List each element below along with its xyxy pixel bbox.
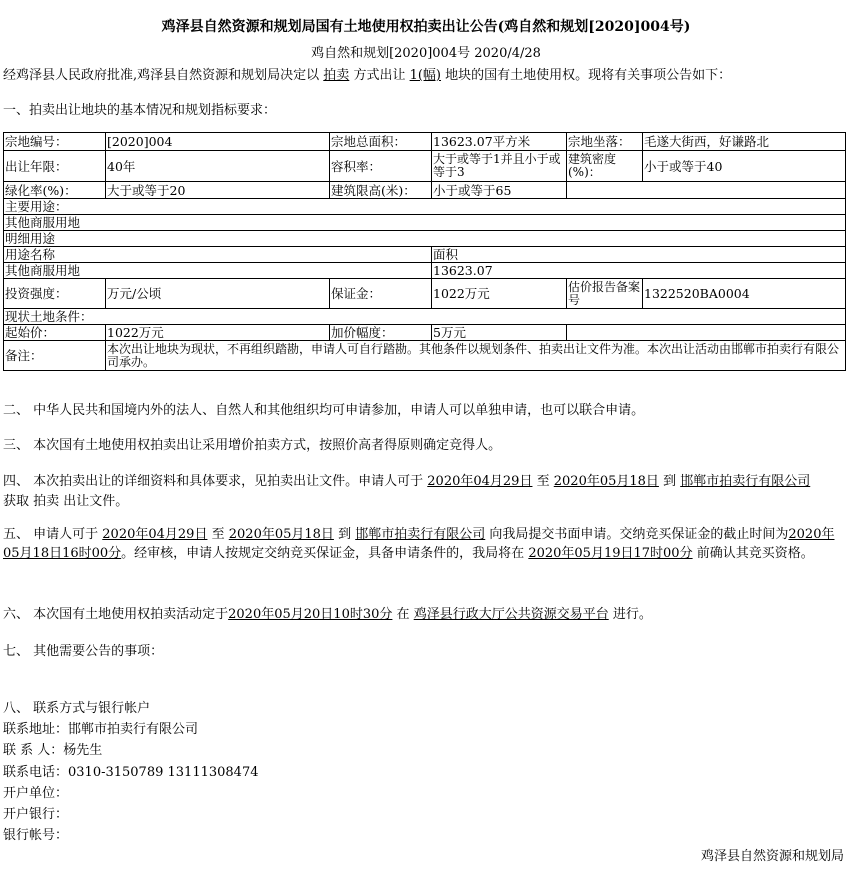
- table-row: 出让年限： 40年 容积率： 大于或等于1并且小于或等于3 建筑密度(%)： 小于或等于40: [4, 151, 846, 182]
- section-2: 二、 中华人民共和国境内外的法人、自然人和其他组织均可申请参加，申请人可以单独申请，也可以联合申请。: [3, 403, 645, 418]
- section-8-heading: 八、 联系方式与银行帐户: [3, 701, 151, 716]
- table-row: 宗地编号： [2020]004 宗地总面积： 13623.07平方米 宗地坐落： 毛遂大街西，好谦路北: [4, 133, 846, 151]
- contact-address: 联系地址：邯郸市拍卖行有限公司: [3, 722, 199, 737]
- table-row: 现状土地条件：: [4, 309, 846, 325]
- table-row: 主要用途：: [4, 199, 846, 215]
- section-7: 七、 其他需要公告的事项：: [3, 644, 164, 659]
- section-1-heading: 一、拍卖出让地块的基本情况和规划指标要求：: [3, 103, 277, 118]
- section-3: 三、 本次国有土地使用权拍卖出让采用增价拍卖方式，按照价高者得原则确定竞得人。: [3, 438, 502, 453]
- table-row: 明细用途: [4, 231, 846, 247]
- doc-date: 2020/4/28: [474, 46, 541, 61]
- table-row: 起始价： 1022万元 加价幅度： 5万元: [4, 325, 846, 341]
- account-number: 银行帐号：: [3, 828, 69, 843]
- table-row: 备注： 本次出让地块为现状，不再组织踏勘，申请人可自行踏勘。其他条件以规划条件、拍卖出让文件为准。本次出让活动由邯郸市拍卖行有限公司承办。: [4, 341, 846, 371]
- parcel-info-table: [3, 132, 846, 371]
- table-row: 投资强度： 万元/公顷 保证金： 1022万元 估价报告备案号 1322520BA0004: [4, 279, 846, 309]
- intro-paragraph: 经鸡泽县人民政府批准,鸡泽县自然资源和规划局决定以 拍卖 方式出让 1(幅) 地块的国有土地使用权。现将有关事项公告如下：: [3, 68, 732, 83]
- doc-number: 鸡自然和规划[2020]004号: [311, 46, 471, 61]
- section-4: 四、 本次拍卖出让的详细资料和具体要求，见拍卖出让文件。申请人可于 2020年04月29日 至 2020年05月18日 到 邯郸市拍卖行有限公司: [3, 474, 811, 489]
- method: 拍卖: [323, 68, 350, 83]
- section-6: 六、 本次国有土地使用权拍卖活动定于2020年05月20日10时30分 在 鸡泽县行政大厅公共资源交易平台 进行。: [3, 607, 652, 622]
- account-bank: 开户银行：: [3, 807, 69, 822]
- table-row: 其他商服用地 13623.07: [4, 263, 846, 279]
- section-5: 五、 申请人可于 2020年04月29日 至 2020年05月18日 到 邯郸市拍卖行有限公司 向我局提交书面申请。交纳竞买保证金的截止时间为2020年05月18日16时00分。经审核，申请人按规定交纳竞买保证金，具备申请条件的，我局将在 2020年05月19日17时00分 前确认其竞买资格。: [3, 527, 835, 561]
- table-row: 用途名称 面积: [4, 247, 846, 263]
- contact-person: 联 系 人：杨先生: [3, 743, 103, 758]
- table-row: 绿化率(%)： 大于或等于20 建筑限高(米)： 小于或等于65: [4, 182, 846, 199]
- account-unit: 开户单位：: [3, 786, 69, 801]
- section-4-cont: 获取 拍卖 出让文件。: [3, 494, 129, 509]
- table-row: 其他商服用地: [4, 215, 846, 231]
- issuing-org: 鸡泽县自然资源和规划局: [700, 849, 844, 864]
- doc-number-date: [0, 42, 852, 61]
- page-title: 鸡泽县自然资源和规划局国有土地使用权拍卖出让公告(鸡自然和规划[2020]004号): [161, 19, 691, 35]
- parcel-count: 1(幅): [409, 68, 442, 83]
- contact-phone: 联系电话：0310-3150789 13111308474: [3, 765, 259, 780]
